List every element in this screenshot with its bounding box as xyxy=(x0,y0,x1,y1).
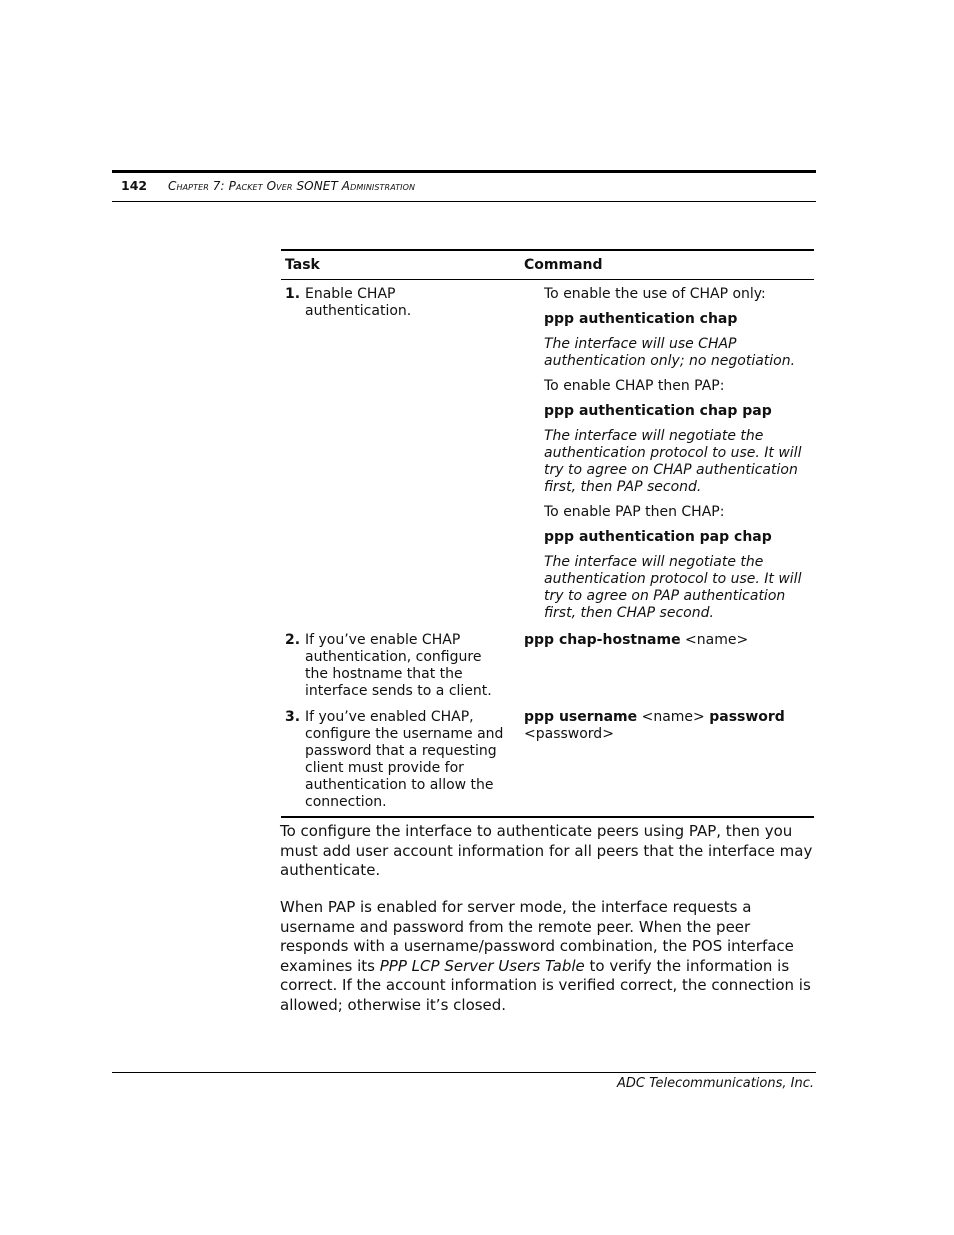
command-intro: To enable CHAP then PAP: xyxy=(544,378,725,394)
table-header xyxy=(281,251,814,279)
command-list xyxy=(524,286,814,622)
command-argument: <name> xyxy=(637,709,710,725)
table-header-rule xyxy=(281,279,814,280)
task-text: If you’ve enable CHAP authentication, configure the hostname that the interface sends to a client. xyxy=(305,632,492,699)
task-cell xyxy=(281,707,524,816)
body-paragraph: To configure the interface to authenticate peers using PAP, then you must add user account information for all peers that the interface may authenticate. xyxy=(280,822,813,879)
table-row xyxy=(281,284,814,630)
task-text: Enable CHAP authentication. xyxy=(305,286,412,319)
command-keyword: ppp username xyxy=(524,709,638,725)
command-keyword: ppp chap-hostname xyxy=(524,632,681,648)
footer-company: ADC Telecommunications, Inc. xyxy=(617,1076,814,1091)
command-keyword: password xyxy=(709,709,785,725)
table-row xyxy=(281,707,814,816)
command-note: The interface will negotiate the authentication protocol to use. It will try to agree on CHAP authentication first, then PAP second. xyxy=(544,428,802,495)
command-cell xyxy=(524,284,814,630)
column-header-command: Command xyxy=(524,257,603,273)
command-line: ppp authentication chap pap xyxy=(544,403,772,419)
command-intro: To enable PAP then CHAP: xyxy=(544,504,725,520)
command-table xyxy=(281,249,814,818)
header-top-rule xyxy=(112,170,816,173)
step-number: 2. xyxy=(285,632,301,648)
step-number: 1. xyxy=(285,286,301,302)
paragraph-text: When PAP is enabled for server mode, the interface requests a username and password from the remote peer. When the peer responds with a username/password combination, the POS interface examines its xyxy=(280,898,794,975)
table-row xyxy=(281,630,814,707)
command-argument: <name> xyxy=(680,632,749,648)
footer-rule xyxy=(112,1072,816,1073)
page-number: 142 xyxy=(121,178,148,193)
task-cell xyxy=(281,630,524,707)
body-paragraph xyxy=(280,898,814,1015)
command-line: ppp authentication pap chap xyxy=(544,529,772,545)
command-line: ppp authentication chap xyxy=(544,311,738,327)
table-bottom-rule xyxy=(281,816,814,818)
command-cell xyxy=(524,630,814,707)
chapter-title: Chapter 7: Packet Over SONET Administration xyxy=(168,179,416,193)
command-cell xyxy=(524,707,814,816)
task-text: If you’ve enabled CHAP, configure the username and password that a requesting client must provide for authentication to allow the connection. xyxy=(305,709,504,810)
task-cell xyxy=(281,284,524,630)
command-note: The interface will use CHAP authentication only; no negotiation. xyxy=(544,336,796,369)
command-note: The interface will negotiate the authentication protocol to use. It will try to agree on PAP authentication first, then CHAP second. xyxy=(544,554,802,621)
paragraph-text: to verify the information is correct. If the account information is verified correct, the connection is allowed; otherwise it’s closed. xyxy=(280,956,811,1014)
command-argument: <password> xyxy=(524,726,614,742)
step-number: 3. xyxy=(285,709,301,725)
column-header-task: Task xyxy=(285,257,320,273)
table-name-reference: PPP LCP Server Users Table xyxy=(379,956,585,975)
header-bottom-rule xyxy=(112,201,816,202)
command-intro: To enable the use of CHAP only: xyxy=(544,286,766,302)
